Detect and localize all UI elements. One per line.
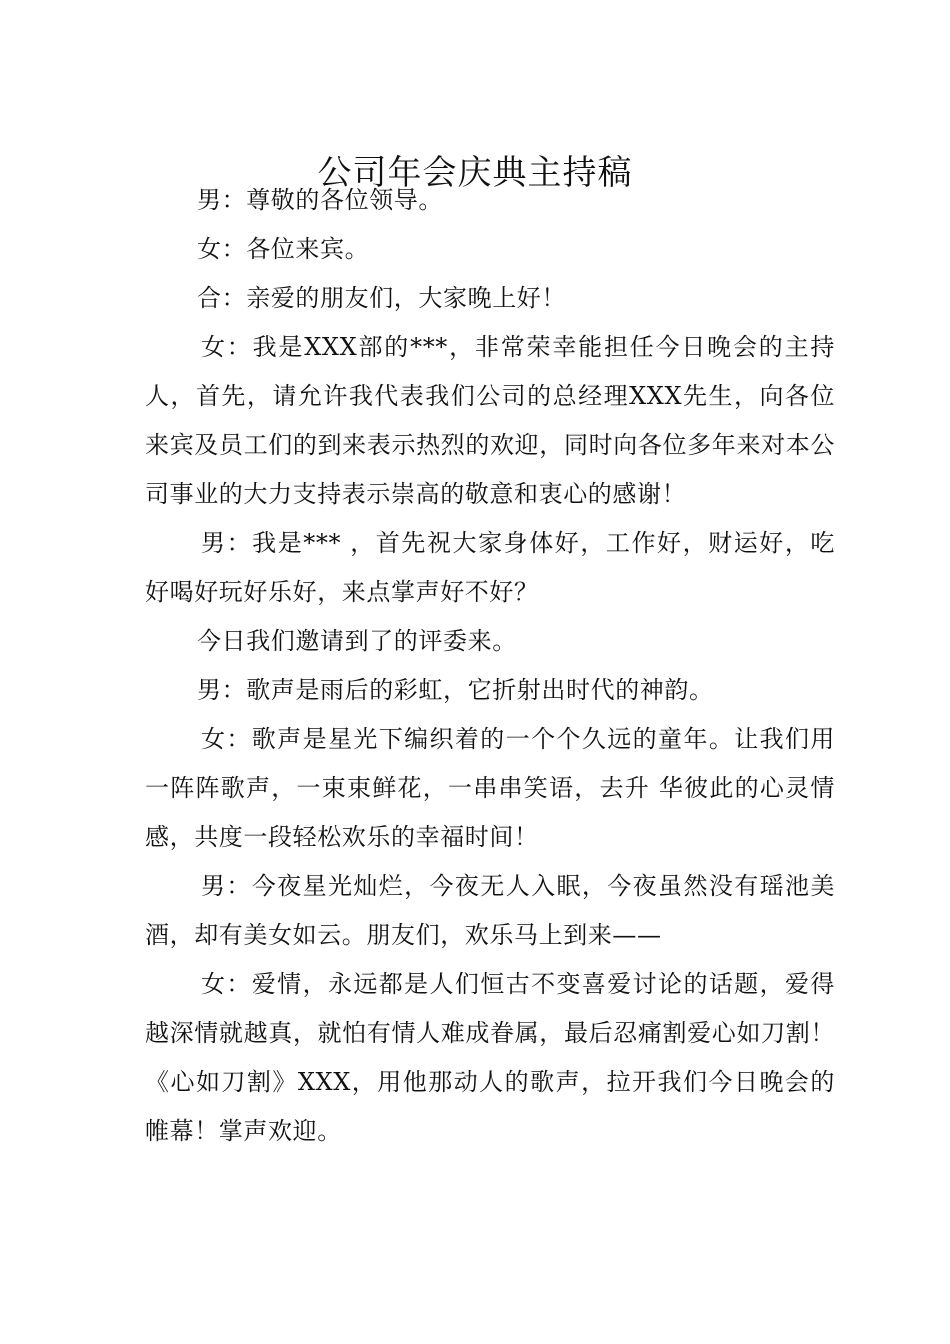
paragraph-greeting-together: 合：亲爱的朋友们，大家晚上好！ <box>197 284 566 312</box>
paragraph-female-love: 女：爱情，永远都是人们恒古不变喜爱讨论的话题，爱得越深情就越真，就怕有情人难成眷属，最后忍痛割爱心如刀割！《心如刀割》XXX，用他那动人的歌声，拉开我们今日晚会的帷幕！掌声欢迎。 <box>145 970 835 1145</box>
paragraph-greeting-female: 女：各位来宾。 <box>197 235 370 263</box>
document-title: 公司年会庆典主持稿 <box>317 152 633 193</box>
paragraph-male-song: 男：歌声是雨后的彩虹，它折射出时代的神韵。 <box>197 676 714 704</box>
paragraph-female-song: 女：歌声是星光下编织着的一个个久远的童年。让我们用一阵阵歌声，一束束鲜花，一串串笑语，去升 华彼此的心灵情感，共度一段轻松欢乐的幸福时间！ <box>145 725 835 851</box>
paragraph-male-intro: 男：我是*** ，首先祝大家身体好，工作好，财运好，吃好喝好玩好乐好，来点掌声好不好？ <box>145 529 835 606</box>
document-body <box>145 176 835 1156</box>
paragraph-judges: 今日我们邀请到了的评委来。 <box>197 627 517 655</box>
paragraph-male-night: 男：今夜星光灿烂，今夜无人入眠，今夜虽然没有瑶池美酒，却有美女如云。朋友们，欢乐马上到来—— <box>145 872 835 949</box>
paragraph-greeting-male: 男：尊敬的各位领导。 <box>197 186 443 214</box>
paragraph-female-intro: 女：我是XXX部的***，非常荣幸能担任今日晚会的主持人，首先，请允许我代表我们公司的总经理XXX先生，向各位来宾及员工们的到来表示热烈的欢迎，同时向各位多年来对本公司事业的大力支持表示崇高的敬意和衷心的感谢！ <box>145 333 835 508</box>
